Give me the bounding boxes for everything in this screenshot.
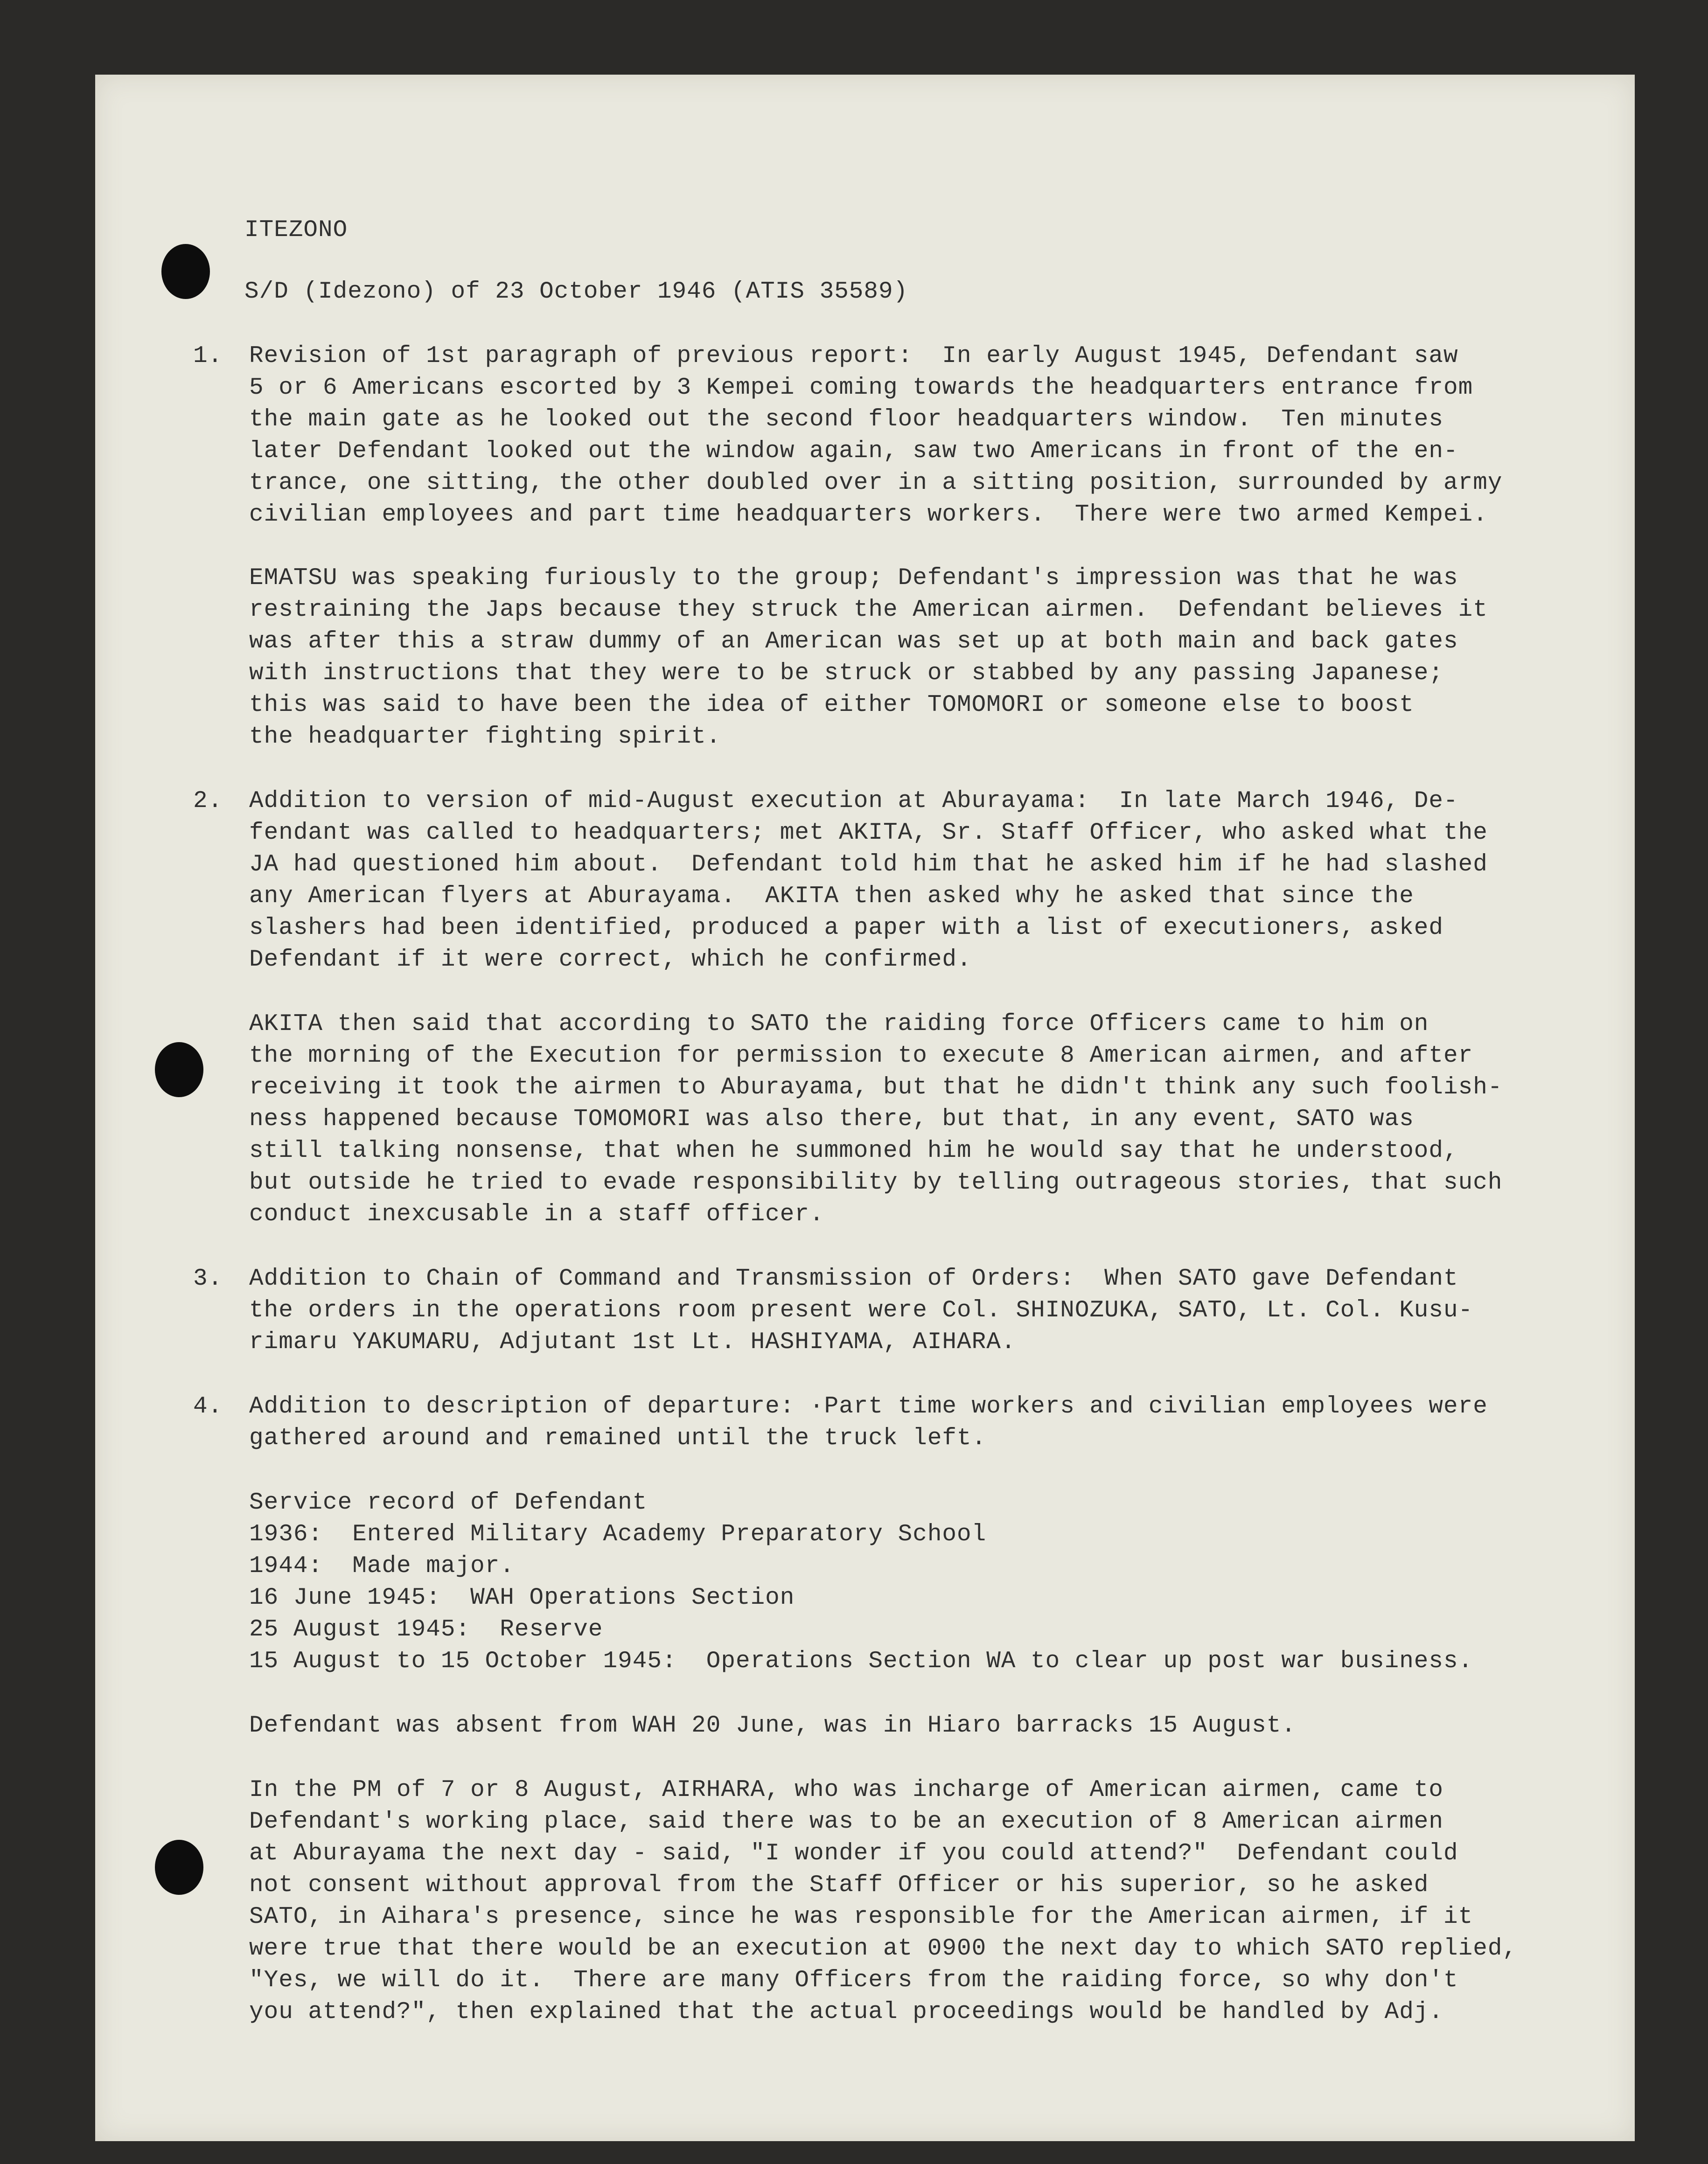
document-page — [95, 75, 1635, 2141]
service-record-entry: 16 June 1945: WAH Operations Section — [249, 1585, 795, 1611]
final-paragraph — [244, 1774, 1597, 2028]
punch-hole-middle — [155, 1042, 203, 1097]
paragraph-text: Addition to version of mid-August execution at Aburayama: In late March 1946, De- fendant was called to headquarters; met AKITA, Sr. Staff Officer, who asked what the JA had questioned him about. Defendant told him that he asked him if he had slashed any American flyers at Aburayama. AKITA then asked why he asked that since the slashers had been identified, produced a paper with a list of executioners, asked Defendant if it were correct, which he confirmed. — [249, 788, 1488, 973]
service-record — [244, 1487, 1597, 1677]
paragraph-text: Addition to description of departure: ·Part time workers and civilian employees were gathered around and remained until the truck left. — [249, 1393, 1488, 1452]
paragraph-1 — [193, 341, 1597, 531]
absence-note — [244, 1710, 1597, 1742]
document-body — [193, 215, 1597, 2028]
paragraph-text: Revision of 1st paragraph of previous report: In early August 1945, Defendant saw 5 or 6 Americans escorted by 3 Kempei coming towards the headquarters entrance from the main gate as he looked out the second floor headquarters window. Ten minutes later Defendant looked out the window again, saw two Americans in front of the en- trance, one sitting, the other doubled over in a sitting position, surrounded by army civilian employees and part time headquarters workers. There were two armed Kempei. — [249, 343, 1503, 528]
paragraph-number: 1. — [193, 343, 223, 369]
document-header — [244, 215, 1597, 308]
punch-hole-bottom — [155, 1840, 203, 1895]
service-record-entry: 15 August to 15 October 1945: Operations Section WA to clear up post war business. — [249, 1648, 1473, 1675]
paragraph-text: EMATSU was speaking furiously to the group; Defendant's impression was that he was restraining the Japs because they struck the American airmen. Defendant believes it was after this a straw dummy of an American was set up at both main and back gates with instructions that they were to be struck or stabbed by any passing Japanese; this was said to have been the idea of either TOMOMORI or someone else to boost the headquarter fighting spirit. — [249, 565, 1488, 750]
service-record-entry: 1944: Made major. — [249, 1553, 515, 1580]
paragraph-1-continued — [244, 563, 1597, 753]
paragraph-number: 4. — [193, 1393, 223, 1420]
paragraph-number: 3. — [193, 1266, 223, 1292]
paragraph-text: AKITA then said that according to SATO the raiding force Officers came to him on the morning of the Execution for permission to execute 8 American airmen, and after receiving it took the airmen to Aburayama, but that he didn't think any such foolish- ness happened because TOMOMORI was also there, but that, in any event, SATO was still talking nonsense, that when he summoned him he would say that he understood, but outside he tried to evade responsibility by telling outrageous stories, that such conduct inexcusable in a staff officer. — [249, 1011, 1503, 1228]
final-paragraph-text: In the PM of 7 or 8 August, AIRHARA, who was incharge of American airmen, came to Defendant's working place, said there was to be an execution of 8 American airmen at Aburayama the next day - said, "I wonder if you could attend?" Defendant could not consent without approval from the Staff Officer or his superior, so he asked SATO, in Aihara's presence, since he was responsible for the American airmen, if it were true that there would be an execution at 0900 the next day to which SATO replied, "Yes, we will do it. There are many Officers from the raiding force, so why don't you attend?", then explained that the actual proceedings would be handled by Adj. — [249, 1777, 1518, 2025]
service-record-entry: 25 August 1945: Reserve — [249, 1616, 603, 1643]
service-record-entry: 1936: Entered Military Academy Preparatory School — [249, 1521, 987, 1548]
punch-hole-top — [161, 244, 210, 299]
paragraph-text: Addition to Chain of Command and Transmission of Orders: When SATO gave Defendant the orders in the operations room present were Col. SHINOZUKA, SATO, Lt. Col. Kusu- rimaru YAKUMARU, Adjutant 1st Lt. HASHIYAMA, AIHARA. — [249, 1266, 1473, 1356]
absence-text: Defendant was absent from WAH 20 June, was in Hiaro barracks 15 August. — [249, 1712, 1296, 1739]
paragraph-4 — [193, 1391, 1597, 1454]
paragraph-2-continued — [244, 1009, 1597, 1231]
paragraph-3 — [193, 1263, 1597, 1358]
paragraph-number: 2. — [193, 788, 223, 814]
document-reference: S/D (Idezono) of 23 October 1946 (ATIS 35589) — [244, 278, 908, 305]
service-record-title: Service record of Defendant — [249, 1489, 648, 1516]
subject-name: ITEZONO — [244, 217, 348, 244]
paragraph-2 — [193, 786, 1597, 976]
